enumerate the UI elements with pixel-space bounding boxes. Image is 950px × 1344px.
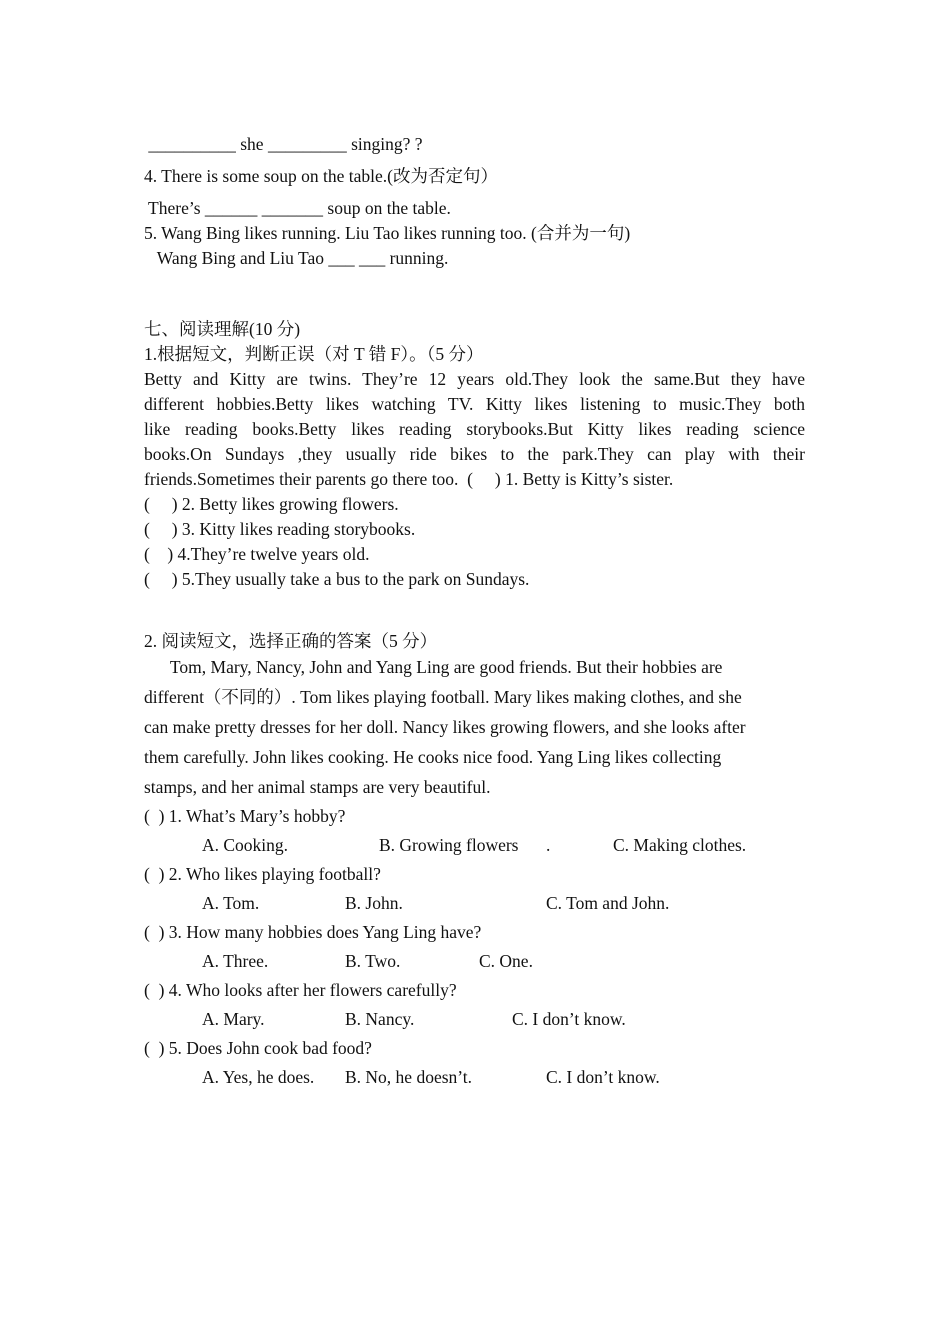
question-4: ( ) 4. Who looks after her flowers carefully? bbox=[144, 980, 457, 1000]
question-1-option-c: C. Making clothes. bbox=[613, 835, 747, 855]
q5-answer-line: Wang Bing and Liu Tao ___ ___ running. bbox=[144, 248, 449, 268]
part2-passage-line: can make pretty dresses for her doll. Nancy likes growing flowers, and she looks after bbox=[144, 717, 746, 737]
part1-passage-line: Betty and Kitty are twins. They’re 12 years old.They look the same.But they have bbox=[144, 369, 805, 389]
question-1: ( ) 1. What’s Mary’s hobby? bbox=[144, 806, 346, 826]
part1-instruction: 1.根据短文，判断正误（对 T 错 F）。（5 分） bbox=[144, 344, 484, 364]
question-3-option-c: C. One. bbox=[479, 951, 533, 971]
question-1-option-a: A. Cooking. bbox=[202, 835, 289, 855]
part1-statement: ( ) 5.They usually take a bus to the park on Sundays. bbox=[144, 569, 530, 589]
question-2-option-a: A. Tom. bbox=[202, 893, 260, 913]
q4-answer-line: There’s ______ _______ soup on the table. bbox=[144, 198, 451, 218]
question-3-option-b: B. Two. bbox=[345, 951, 401, 971]
part2-passage-line: stamps, and her animal stamps are very beautiful. bbox=[144, 777, 491, 797]
part1-passage-line: books.On Sundays ,they usually ride bikes to the park.They can play with their bbox=[144, 444, 805, 464]
section7-title: 七、阅读理解(10 分) bbox=[144, 319, 301, 339]
question-2-option-b: B. John. bbox=[345, 893, 403, 913]
part1-passage-last-line: friends.Sometimes their parents go there too. ( ) 1. Betty is Kitty’s sister. bbox=[144, 469, 674, 489]
q4-prompt: 4. There is some soup on the table.(改为否定句） bbox=[144, 166, 498, 186]
q5-prompt: 5. Wang Bing likes running. Liu Tao likes running too. (合并为一句) bbox=[144, 223, 631, 243]
part2-passage-line: them carefully. John likes cooking. He cooks nice food. Yang Ling likes collecting bbox=[144, 747, 722, 767]
part2-instruction: 2. 阅读短文，选择正确的答案（5 分） bbox=[144, 631, 438, 651]
question-1-stray-period: . bbox=[546, 835, 551, 855]
question-1-option-b: B. Growing flowers bbox=[379, 835, 519, 855]
question-3: ( ) 3. How many hobbies does Yang Ling have? bbox=[144, 922, 482, 942]
question-4-option-c: C. I don’t know. bbox=[512, 1009, 626, 1029]
question-2-option-c: C. Tom and John. bbox=[546, 893, 670, 913]
part2-passage-line: different（不同的）. Tom likes playing football. Mary likes making clothes, and she bbox=[144, 687, 742, 707]
question-2: ( ) 2. Who likes playing football? bbox=[144, 864, 381, 884]
question-5-option-b: B. No, he doesn’t. bbox=[345, 1067, 473, 1087]
question-5: ( ) 5. Does John cook bad food? bbox=[144, 1038, 372, 1058]
question-3-option-a: A. Three. bbox=[202, 951, 269, 971]
part1-passage-line: like reading books.Betty likes reading storybooks.But Kitty likes reading science bbox=[144, 419, 805, 439]
part1-statement: ( ) 2. Betty likes growing flowers. bbox=[144, 494, 399, 514]
question-5-option-a: A. Yes, he does. bbox=[202, 1067, 315, 1087]
question-4-option-a: A. Mary. bbox=[202, 1009, 265, 1029]
q3-answer-line: __________ she _________ singing? ? bbox=[144, 134, 423, 154]
part1-passage-line: different hobbies.Betty likes watching TV. Kitty likes listening to music.They both bbox=[144, 394, 805, 414]
part1-statement: ( ) 3. Kitty likes reading storybooks. bbox=[144, 519, 416, 539]
part2-passage-line: Tom, Mary, Nancy, John and Yang Ling are good friends. But their hobbies are bbox=[144, 657, 723, 677]
question-4-option-b: B. Nancy. bbox=[345, 1009, 415, 1029]
part1-statement: ( ) 4.They’re twelve years old. bbox=[144, 544, 370, 564]
question-5-option-c: C. I don’t know. bbox=[546, 1067, 660, 1087]
